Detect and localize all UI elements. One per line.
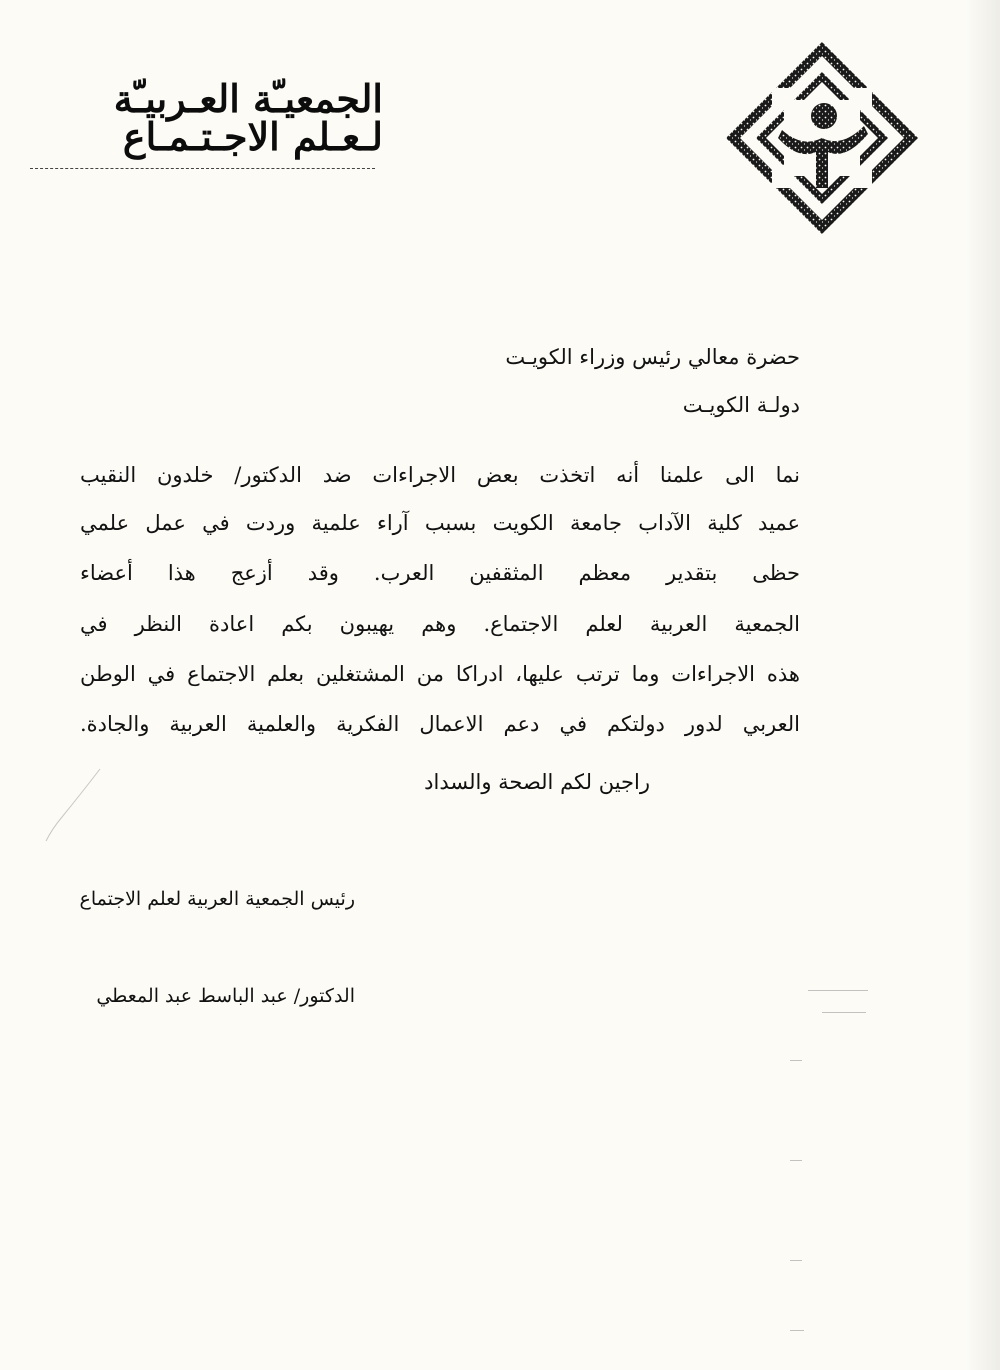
letterhead-rule [30,168,375,169]
body-line-3: حظى بتقدير معظم المثقفين العرب. وقد أزعج هذا أعضاء [80,561,800,585]
page-edge-shadow [966,0,1000,1370]
body-line-2: عميد كلية الآداب جامعة الكويت بسبب آراء علمية وردت في عمل علمي [80,511,800,535]
letterhead-line-2: لـعـلم الاجـتـمـاع [122,114,383,159]
body-line-6: العربي لدور دولتكم في دعم الاعمال الفكرية والعلمية العربية والجادة. [80,712,800,736]
association-emblem-icon [722,38,922,238]
signatory-name: الدكتور/ عبد الباسط عبد المعطي [96,985,355,1007]
paper-crease [40,765,110,845]
letterhead [0,70,395,180]
scan-speck [790,1330,804,1331]
addressee-line-2: دولـة الكويـت [682,393,800,417]
scan-speck [790,1060,802,1061]
scan-speck [822,1012,866,1013]
scan-speck [808,990,868,991]
scan-speck [790,1160,802,1161]
body-line-5: هذه الاجراءات وما ترتب عليها، ادراكا من المشتغلين بعلم الاجتماع في الوطن [80,662,800,686]
scan-speck [790,1260,802,1261]
signatory-title: رئيس الجمعية العربية لعلم الاجتماع [79,888,355,910]
letterhead-line-1: الجمعيـّة العـربيـّة [113,76,383,121]
closing-line: راجين لكم الصحة والسداد [424,770,650,794]
addressee-line-1: حضرة معالي رئيس وزراء الكويـت [505,345,800,369]
body-line-1: نما الى علمنا أنه اتخذت بعض الاجراءات ضد الدكتور/ خلدون النقيب [80,463,800,487]
body-line-4: الجمعية العربية لعلم الاجتماع. وهم يهيبون بكم اعادة النظر في [80,612,800,636]
